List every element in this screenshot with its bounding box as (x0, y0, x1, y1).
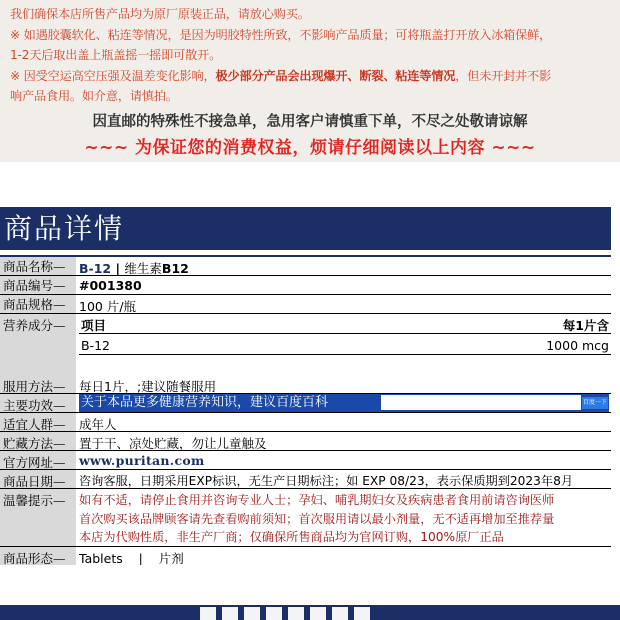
label-site: 官方网址— (0, 451, 76, 469)
notice-read-carefully: ~~~ 为保证您的消费权益，烦请仔细阅读以上内容 ~~~ (84, 137, 536, 158)
value-product-code: #001380 (79, 278, 142, 293)
notice-direct-mail: 因直邮的特殊性不接急单，急用客户请慎重下单，不尽之处敬请谅解 (92, 113, 528, 130)
baike-search-input[interactable] (381, 395, 581, 410)
notice-line-capsule-cont: 1-2天后取出盖上瓶盖摇一摇即可散开。 (10, 48, 222, 62)
label-tips: 温馨提示— (0, 489, 76, 546)
notice-shipping-pre: ※ 因受空运高空压强及温差变化影响， (10, 68, 216, 83)
label-people: 适宜人群— (0, 413, 76, 431)
value-usage: 每日1片，;建议随餐服用 (79, 379, 217, 393)
baike-search-text: 关于本品更多健康营养知识，建议百度百科 (81, 395, 329, 410)
row-tips (0, 489, 611, 547)
tips-line: 本店为代购性质，非生产厂商；仅确保所售商品均为官网订购，100%原厂正品 (79, 530, 504, 544)
label-form: 商品形态— (0, 547, 76, 565)
row-date (0, 470, 611, 489)
row-usage (0, 374, 611, 394)
next-section-header (0, 605, 620, 620)
baidu-search-button[interactable]: 百度一下 (582, 397, 608, 409)
label-storage: 贮藏方法— (0, 432, 76, 450)
row-site (0, 451, 611, 470)
label-date: 商品日期— (0, 470, 76, 488)
row-effect (0, 394, 611, 413)
notice-banner (0, 0, 620, 162)
nutrition-header (79, 314, 611, 334)
value-storage: 置于干、凉处贮藏，勿让儿童触及 (79, 436, 267, 450)
label-effect: 主要功效— (0, 394, 76, 412)
row-product-spec (0, 295, 611, 314)
notice-shipping-highlight: 极少部分产品会出现爆开、断裂、粘连等情况 (215, 68, 456, 83)
notice-line-shipping-cont: 响产品食用。如介意，请慎拍。 (10, 89, 178, 103)
value-tips (79, 489, 611, 546)
row-people (0, 413, 611, 432)
tips-line: 首次购买该品牌顾客请先查看购前须知；首次服用请以最小剂量，无不适再增加至推荐量 (79, 511, 555, 526)
notice-line-capsule: ※ 如遇胶囊软化、粘连等情况，是因为明胶特性所致，不影响产品质量；可将瓶盖打开放入冰箱保鲜， (10, 27, 552, 42)
next-section-title-peek (200, 607, 370, 620)
baike-search-bar[interactable] (79, 394, 609, 412)
label-product-spec: 商品规格— (0, 295, 76, 313)
label-product-code: 商品编号— (0, 276, 76, 294)
official-site-link[interactable]: www.puritan.com (79, 453, 205, 468)
row-product-name (0, 257, 611, 276)
row-storage (0, 432, 611, 451)
nutrition-item: B-12 (81, 338, 110, 353)
row-product-code (0, 276, 611, 295)
label-usage: 服用方法— (0, 374, 76, 393)
notice-shipping-post: ，但未开封并不影 (455, 68, 552, 83)
value-people: 成年人 (79, 417, 117, 431)
nutrition-amount: 1000 mcg (546, 338, 609, 353)
value-product-spec: 100 片/瓶 (79, 299, 137, 313)
value-product-name: B-12 | 维生素B12 (79, 261, 189, 275)
nutrition-header-per: 每1片含 (562, 318, 609, 333)
tips-line: 如有不适，请停止食用并咨询专业人士；孕妇、哺乳期妇女及疾病患者食用前请咨询医师 (79, 493, 555, 507)
section-title: 商品详情 (0, 207, 611, 250)
label-nutrition: 营养成分— (0, 314, 76, 374)
value-form: Tablets | 片剂 (79, 551, 184, 565)
row-form (0, 547, 611, 565)
value-date: 咨询客服，日期采用EXP标识，无生产日期标注；如 EXP 08/23，表示保质期到2023年8月 (79, 474, 574, 488)
label-product-name: 商品名称— (0, 257, 76, 275)
nutrition-header-item: 项目 (81, 318, 107, 333)
nutrition-row (79, 335, 611, 355)
row-nutrition (0, 314, 611, 374)
notice-line-authentic: 我们确保本店所售产品均为原厂原装正品，请放心购买。 (10, 7, 310, 21)
notice-line-shipping (10, 66, 610, 87)
